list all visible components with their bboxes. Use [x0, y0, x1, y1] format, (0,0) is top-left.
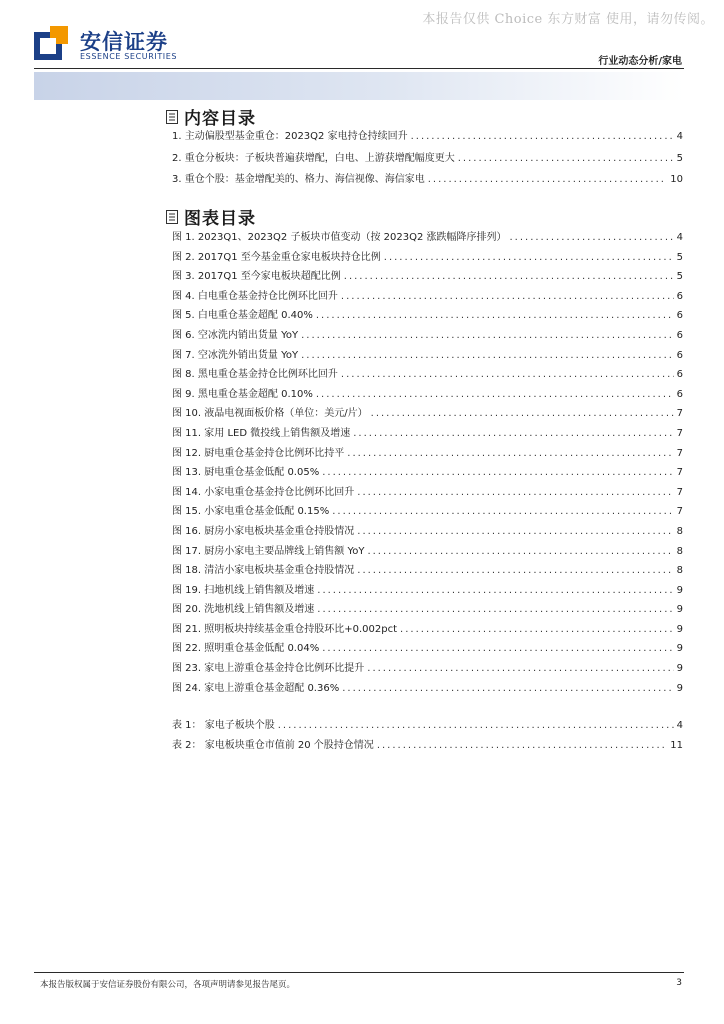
tables-list	[172, 716, 683, 755]
leader-dots	[301, 346, 674, 366]
toc-entry-page: 9	[676, 584, 683, 596]
toc-entry-label: 图 2. 2017Q1 至今基金重仓家电板块持仓比例	[172, 251, 381, 263]
figures-list	[172, 228, 683, 698]
footer-rule	[34, 972, 684, 973]
header-rule	[34, 68, 684, 69]
toc-entry[interactable]	[172, 542, 683, 562]
figures-heading	[166, 204, 256, 229]
toc-entry-label: 图 3. 2017Q1 至今家电板块超配比例	[172, 271, 341, 283]
toc-entry-page: 8	[676, 565, 683, 577]
toc-entry[interactable]	[172, 561, 683, 581]
list-icon	[166, 210, 178, 224]
toc-entry-label: 表 2： 家电板块重仓市值前 20 个股持仓情况	[172, 739, 374, 751]
leader-dots	[301, 326, 674, 346]
leader-dots	[411, 126, 674, 148]
leader-dots	[458, 148, 674, 170]
toc-entry-label: 图 4. 白电重仓基金持仓比例环比回升	[172, 290, 338, 302]
toc-entry-label: 图 11. 家用 LED 微投线上销售额及增速	[172, 427, 351, 439]
toc-entry-page: 4	[676, 720, 683, 731]
toc-entry-page: 9	[676, 623, 683, 635]
leader-dots	[317, 600, 673, 620]
toc-entry-label: 表 1： 家电子板块个股	[172, 720, 275, 731]
toc-entry[interactable]	[172, 522, 683, 542]
toc-entry[interactable]	[172, 306, 683, 326]
leader-dots	[353, 424, 673, 444]
toc-entry-page: 10	[670, 174, 683, 185]
toc-entry[interactable]	[172, 483, 683, 503]
toc-entry[interactable]	[172, 248, 683, 268]
leader-dots	[341, 365, 674, 385]
report-category: 行业动态分析/家电	[598, 56, 682, 67]
leader-dots	[367, 659, 673, 679]
leader-dots	[377, 736, 667, 756]
leader-dots	[344, 267, 674, 287]
leader-dots	[316, 385, 674, 405]
toc-entry[interactable]	[172, 267, 683, 287]
toc-entry[interactable]	[172, 126, 683, 148]
toc-entry-label: 2. 重仓分板块：子板块普遍获增配，白电、上游获增配幅度更大	[172, 152, 455, 164]
toc-entry[interactable]	[172, 424, 683, 444]
toc-entry[interactable]	[172, 600, 683, 620]
toc-entry[interactable]	[172, 659, 683, 679]
toc-entry[interactable]	[172, 148, 683, 170]
leader-dots	[332, 502, 673, 522]
logo-text-en: ESSENCE SECURITIES	[80, 52, 178, 61]
leader-dots	[357, 561, 673, 581]
toc-entry-label: 图 22. 照明重仓基金低配 0.04%	[172, 643, 320, 655]
toc-entry-page: 7	[676, 506, 683, 518]
toc-entry[interactable]	[172, 365, 683, 385]
toc-entry-label: 图 13. 厨电重仓基金低配 0.05%	[172, 467, 320, 479]
toc-entry-page: 5	[676, 251, 683, 263]
toc-entry-label: 图 6. 空冰洗内销出货量 YoY	[172, 329, 299, 341]
leader-dots	[357, 522, 673, 542]
toc-entry-label: 图 7. 空冰洗外销出货量 YoY	[172, 349, 299, 361]
toc-entry-page: 7	[676, 427, 683, 439]
toc-entry-label: 图 1. 2023Q1、2023Q2 子板块市值变动（按 2023Q2 涨跌幅降序排列）	[172, 232, 507, 243]
toc-entry-label: 图 15. 小家电重仓基金低配 0.15%	[172, 506, 330, 518]
toc-entry[interactable]	[172, 716, 683, 736]
contents-list	[172, 126, 683, 191]
toc-entry[interactable]	[172, 463, 683, 483]
toc-entry-label: 图 23. 家电上游重仓基金持仓比例环比提升	[172, 663, 365, 675]
logo-mark-icon	[34, 26, 68, 60]
toc-entry-page: 6	[676, 310, 683, 322]
toc-entry-page: 9	[676, 682, 683, 694]
leader-dots	[428, 169, 668, 191]
toc-entry-page: 9	[676, 663, 683, 675]
leader-dots	[341, 287, 674, 307]
toc-entry-page: 4	[676, 131, 683, 142]
toc-entry-page: 5	[676, 271, 683, 283]
toc-entry[interactable]	[172, 169, 683, 191]
leader-dots	[316, 306, 674, 326]
leader-dots	[357, 483, 673, 503]
toc-entry-page: 6	[676, 369, 683, 381]
leader-dots	[342, 679, 673, 699]
logo-text-cn: 安信证券	[80, 30, 168, 54]
leader-dots	[400, 620, 674, 640]
page-number: 3	[676, 978, 682, 988]
toc-entry[interactable]	[172, 326, 683, 346]
toc-entry-page: 8	[676, 545, 683, 557]
toc-entry-label: 图 17. 厨房小家电主要品牌线上销售额 YoY	[172, 545, 365, 557]
contents-title: 内容目录	[184, 109, 256, 129]
toc-entry-page: 7	[676, 408, 683, 420]
toc-entry-label: 1. 主动偏股型基金重仓：2023Q2 家电持仓持续回升	[172, 131, 408, 142]
watermark: 本报告仅供 Choice 东方财富 使用，请勿传阅。	[422, 12, 714, 27]
toc-entry[interactable]	[172, 287, 683, 307]
toc-entry-label: 图 12. 厨电重仓基金持仓比例环比持平	[172, 447, 345, 459]
toc-entry-page: 9	[676, 604, 683, 616]
leader-dots	[278, 716, 674, 736]
toc-entry-page: 5	[676, 152, 683, 164]
figures-title: 图表目录	[184, 209, 256, 229]
leader-dots	[371, 404, 674, 424]
toc-entry-page: 8	[676, 525, 683, 537]
toc-entry-page: 6	[676, 290, 683, 302]
toc-entry[interactable]	[172, 346, 683, 366]
toc-entry-label: 图 8. 黑电重仓基金持仓比例环比回升	[172, 369, 338, 381]
leader-dots	[509, 228, 673, 248]
toc-entry[interactable]	[172, 736, 683, 756]
header-band	[34, 72, 684, 100]
toc-entry-page: 4	[676, 232, 683, 243]
company-logo	[34, 22, 204, 68]
toc-entry-label: 图 16. 厨房小家电板块基金重仓持股情况	[172, 525, 355, 537]
toc-entry-page: 6	[676, 349, 683, 361]
toc-entry[interactable]	[172, 639, 683, 659]
leader-dots	[317, 581, 673, 601]
toc-entry[interactable]	[172, 581, 683, 601]
toc-entry-page: 9	[676, 643, 683, 655]
toc-entry-page: 6	[676, 388, 683, 400]
toc-entry-label: 图 18. 清洁小家电板块基金重仓持股情况	[172, 565, 355, 577]
toc-entry-label: 图 24. 家电上游重仓基金超配 0.36%	[172, 682, 340, 694]
toc-entry[interactable]	[172, 228, 683, 248]
toc-entry-label: 图 9. 黑电重仓基金超配 0.10%	[172, 388, 313, 400]
toc-entry-label: 图 19. 扫地机线上销售额及增速	[172, 584, 315, 596]
leader-dots	[322, 463, 673, 483]
toc-entry-page: 11	[670, 739, 683, 751]
toc-entry-label: 图 10. 液晶电视面板价格（单位：美元/片）	[172, 408, 368, 420]
toc-entry-page: 7	[676, 447, 683, 459]
leader-dots	[322, 639, 673, 659]
toc-entry-label: 图 5. 白电重仓基金超配 0.40%	[172, 310, 313, 322]
toc-entry-page: 6	[676, 329, 683, 341]
toc-entry-label: 图 14. 小家电重仓基金持仓比例环比回升	[172, 486, 355, 498]
toc-entry[interactable]	[172, 502, 683, 522]
toc-entry[interactable]	[172, 404, 683, 424]
footer-disclaimer: 本报告版权属于安信证券股份有限公司，各项声明请参见报告尾页。	[40, 980, 296, 990]
toc-entry[interactable]	[172, 385, 683, 405]
leader-dots	[367, 542, 673, 562]
toc-entry[interactable]	[172, 679, 683, 699]
toc-entry-label: 图 20. 洗地机线上销售额及增速	[172, 604, 315, 616]
leader-dots	[384, 248, 674, 268]
toc-entry[interactable]	[172, 620, 683, 640]
toc-entry-label: 图 21. 照明板块持续基金重仓持股环比+0.002pct	[172, 623, 398, 635]
toc-entry-label: 3. 重仓个股：基金增配美的、格力、海信视像、海信家电	[172, 174, 425, 185]
toc-entry-page: 7	[676, 467, 683, 479]
toc-entry[interactable]	[172, 444, 683, 464]
toc-entry-page: 7	[676, 486, 683, 498]
leader-dots	[347, 444, 673, 464]
list-icon	[166, 110, 178, 124]
